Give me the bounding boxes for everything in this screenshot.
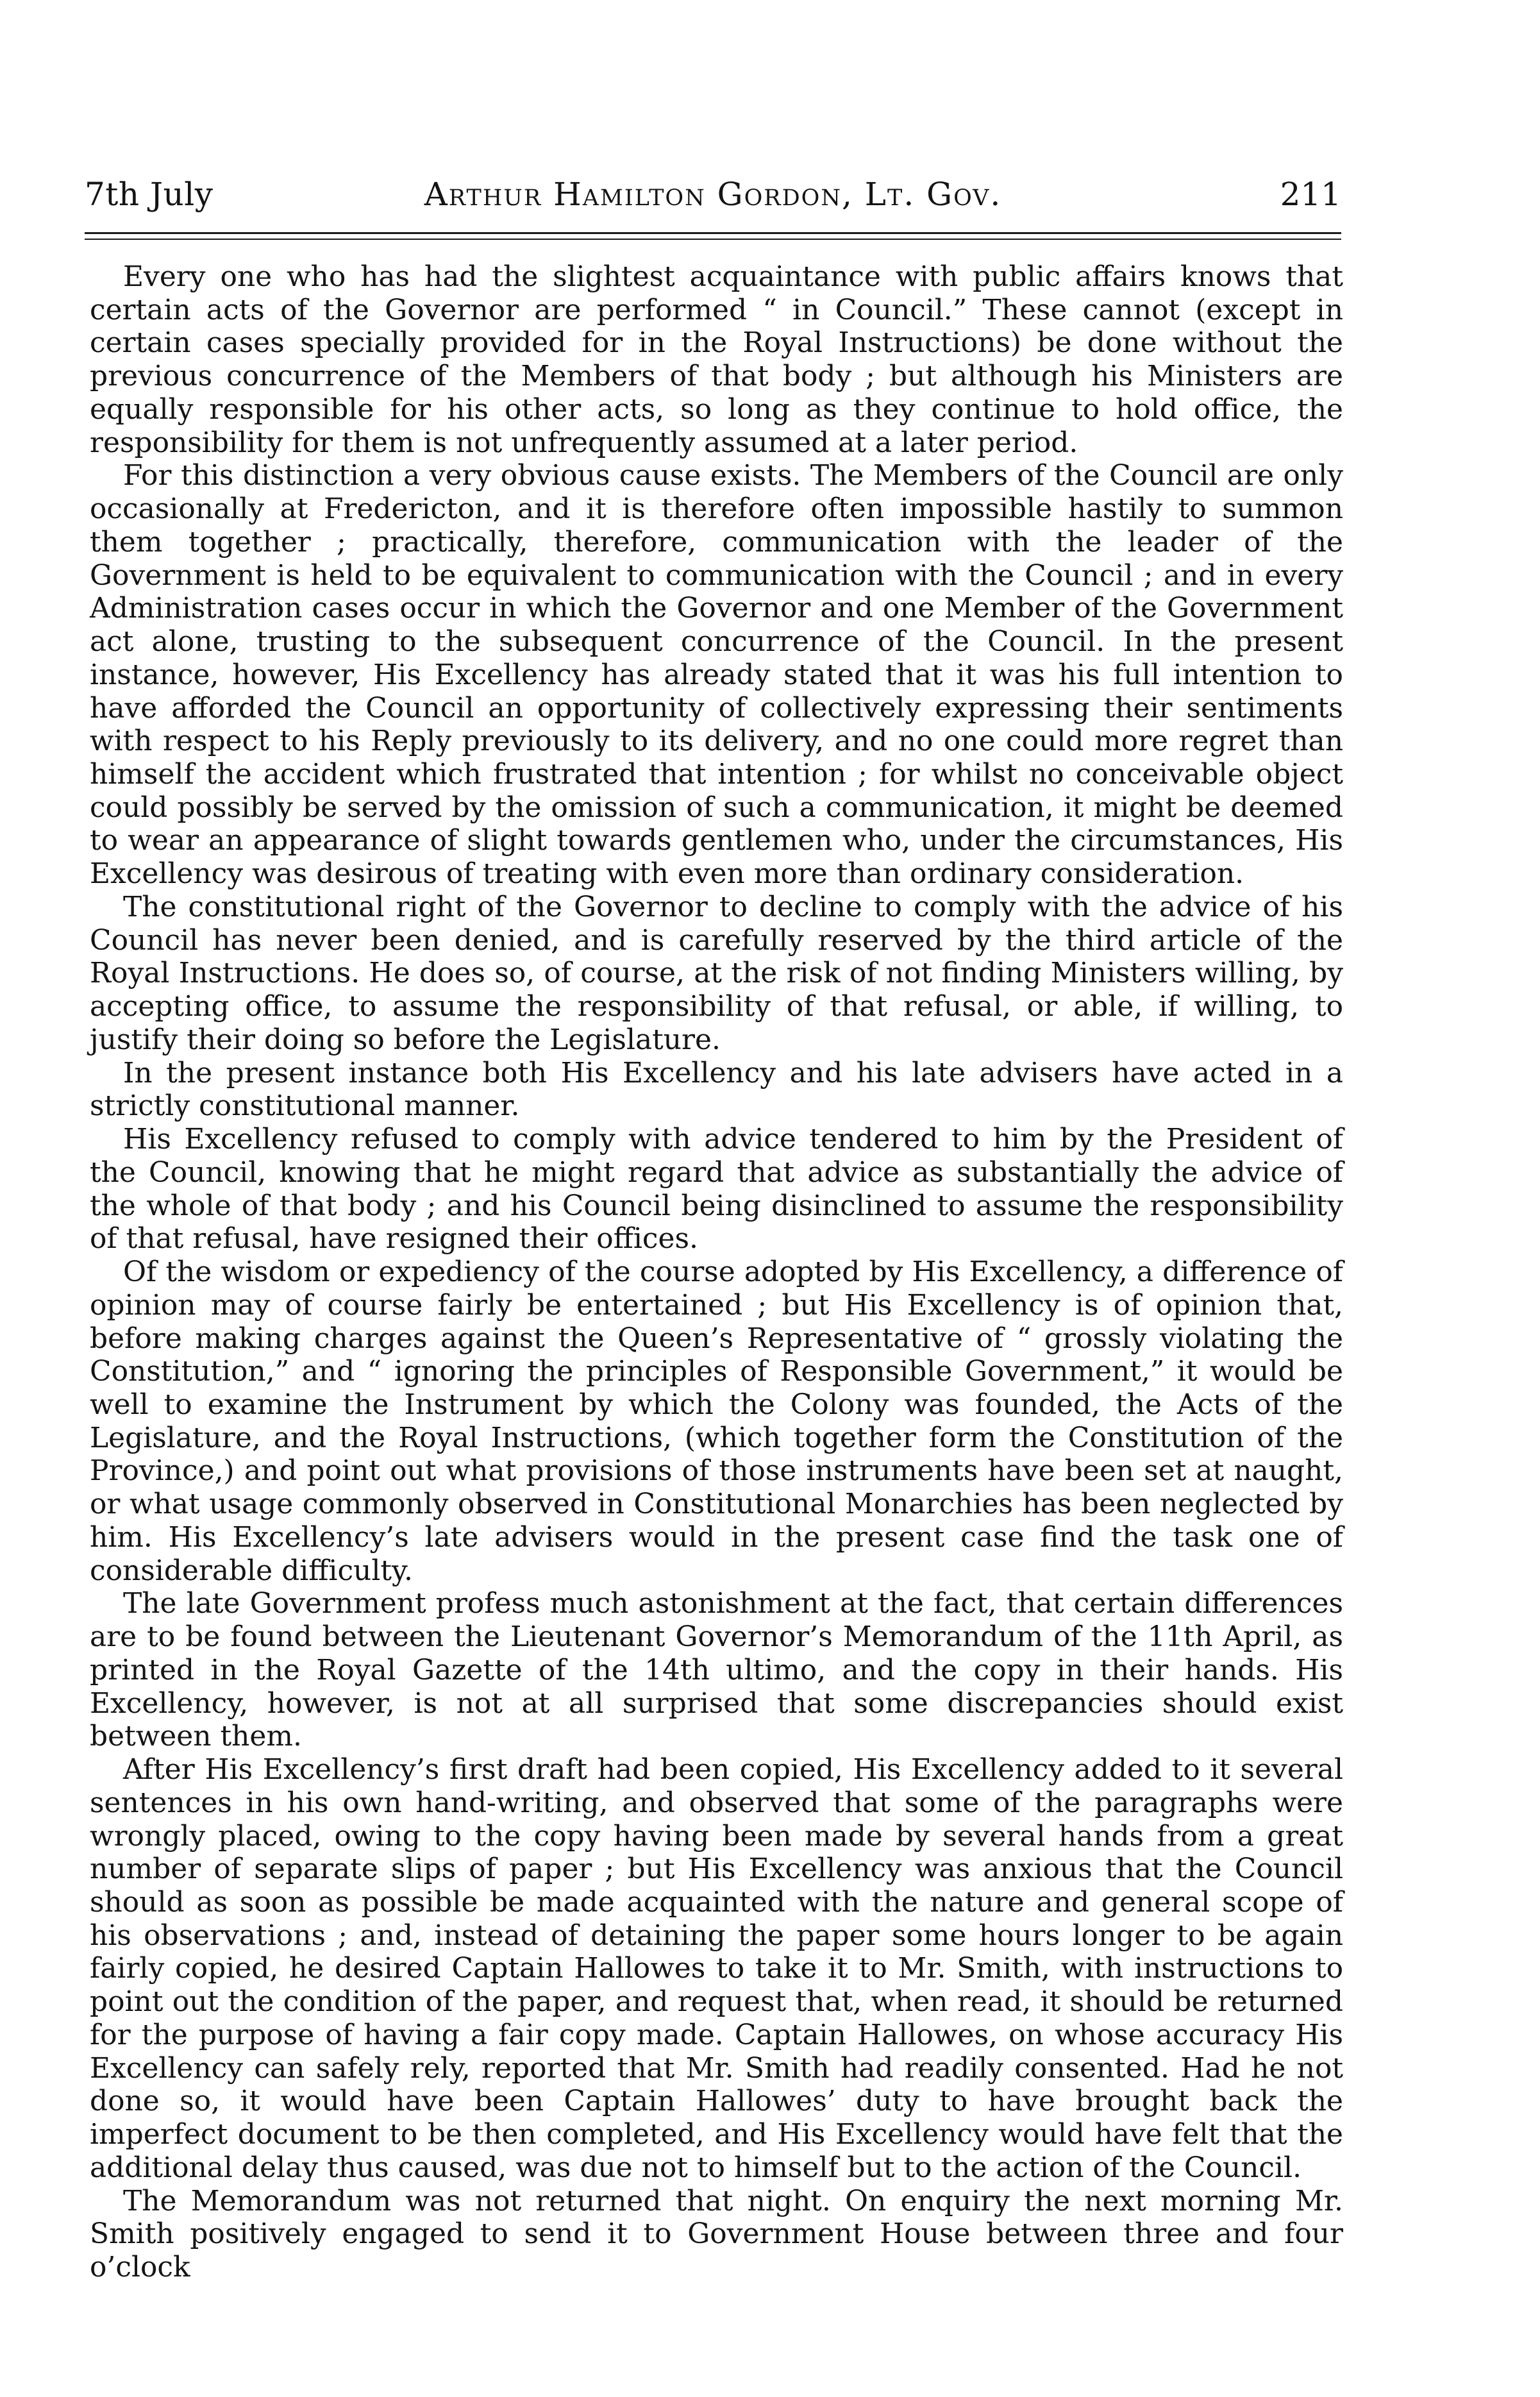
header-rule-bottom (85, 239, 1341, 240)
paragraph: The Memorandum was not returned that night. On enquiry the next morning Mr. Smith positively engaged to send it to Government House between three and four o’clock (90, 2184, 1343, 2284)
paragraph: After His Excellency’s first draft had been copied, His Excellency added to it several sentences in his own hand-writing, and observed that some of the paragraphs were wrongly placed, owing to the copy having been made by several hands from a great number of separate slips of paper ; but His Excellency was anxious that the Council should as soon as possible be made acquainted with the nature and general scope of his observations ; and, instead of detaining the paper some hours longer to be again fairly copied, he desired Captain Hallowes to take it to Mr. Smith, with instructions to point out the condition of the paper, and request that, when read, it should be returned for the purpose of having a fair copy made. Captain Hallowes, on whose accuracy His Excellency can safely rely, reported that Mr. Smith had readily consented. Had he not done so, it would have been Captain Hallowes’ duty to have brought back the imperfect document to be then completed, and His Excellency would have felt that the additional delay thus caused, was due not to himself but to the action of the Council. (90, 1753, 1343, 2184)
paragraph: For this distinction a very obvious cause exists. The Members of the Council are only occasionally at Fredericton, and it is therefore often impossible hastily to summon them together ; practically, therefore, communication with the leader of the Government is held to be equivalent to communication with the Council ; and in every Administration cases occur in which the Governor and one Member of the Government act alone, trusting to the subsequent concurrence of the Council. In the present instance, however, His Excellency has already stated that it was his full intention to have afforded the Council an opportunity of collectively expressing their sentiments with respect to his Reply previously to its delivery, and no one could more regret than himself the accident which frustrated that intention ; for whilst no conceivable object could possibly be served by the omission of such a communication, it might be deemed to wear an appearance of slight towards gentlemen who, under the circumstances, His Excellency was desirous of treating with even more than ordinary consideration. (90, 459, 1343, 891)
paragraph: Every one who has had the slightest acquaintance with public affairs knows that certain acts of the Governor are performed “ in Council.” These cannot (except in certain cases specially provided for in the Royal Instructions) be done without the previous concurrence of the Members of that body ; but although his Ministers are equally responsible for his other acts, so long as they continue to hold office, the responsibility for them is not unfrequently assumed at a later period. (90, 260, 1343, 459)
paragraph: Of the wisdom or expediency of the course adopted by His Excellency, a difference of opinion may of course fairly be entertained ; but His Excellency is of opinion that, before making charges against the Queen’s Representative of “ grossly violating the Constitution,” and “ ignoring the principles of Responsible Government,” it would be well to examine the Instrument by which the Colony was founded, the Acts of the Legislature, and the Royal Instructions, (which together form the Constitution of the Province,) and point out what provisions of those instruments have been set at naught, or what usage commonly observed in Constitutional Monarchies has been neglected by him. His Excellency’s late advisers would in the present case find the task one of considerable difficulty. (90, 1256, 1343, 1587)
page-number: 211 (1280, 176, 1341, 213)
header-title: Arthur Hamilton Gordon, Lt. Gov. (424, 176, 1002, 213)
paragraph: The constitutional right of the Governor to decline to comply with the advice of his Council has never been denied, and is carefully reserved by the third article of the Royal Instructions. He does so, of course, at the risk of not finding Ministers willing, by accepting office, to assume the responsibility of that refusal, or able, if willing, to justify their doing so before the Legislature. (90, 890, 1343, 1056)
paragraph: His Excellency refused to comply with advice tendered to him by the President of the Council, knowing that he might regard that advice as substantially the advice of the whole of that body ; and his Council being disinclined to assume the responsibility of that refusal, have resigned their offices. (90, 1123, 1343, 1256)
header-rule-top (85, 232, 1341, 234)
running-header (85, 172, 1341, 223)
header-date: 7th July (85, 176, 213, 213)
paragraph: The late Government profess much astonishment at the fact, that certain differences are to be found between the Lieutenant Governor’s Memorandum of the 11th April, as printed in the Royal Gazette of the 14th ultimo, and the copy in their hands. His Excellency, however, is not at all surprised that some discrepancies should exist between them. (90, 1587, 1343, 1753)
body-text (90, 260, 1343, 2284)
paragraph: In the present instance both His Excellency and his late advisers have acted in a strictly constitutional manner. (90, 1056, 1343, 1123)
